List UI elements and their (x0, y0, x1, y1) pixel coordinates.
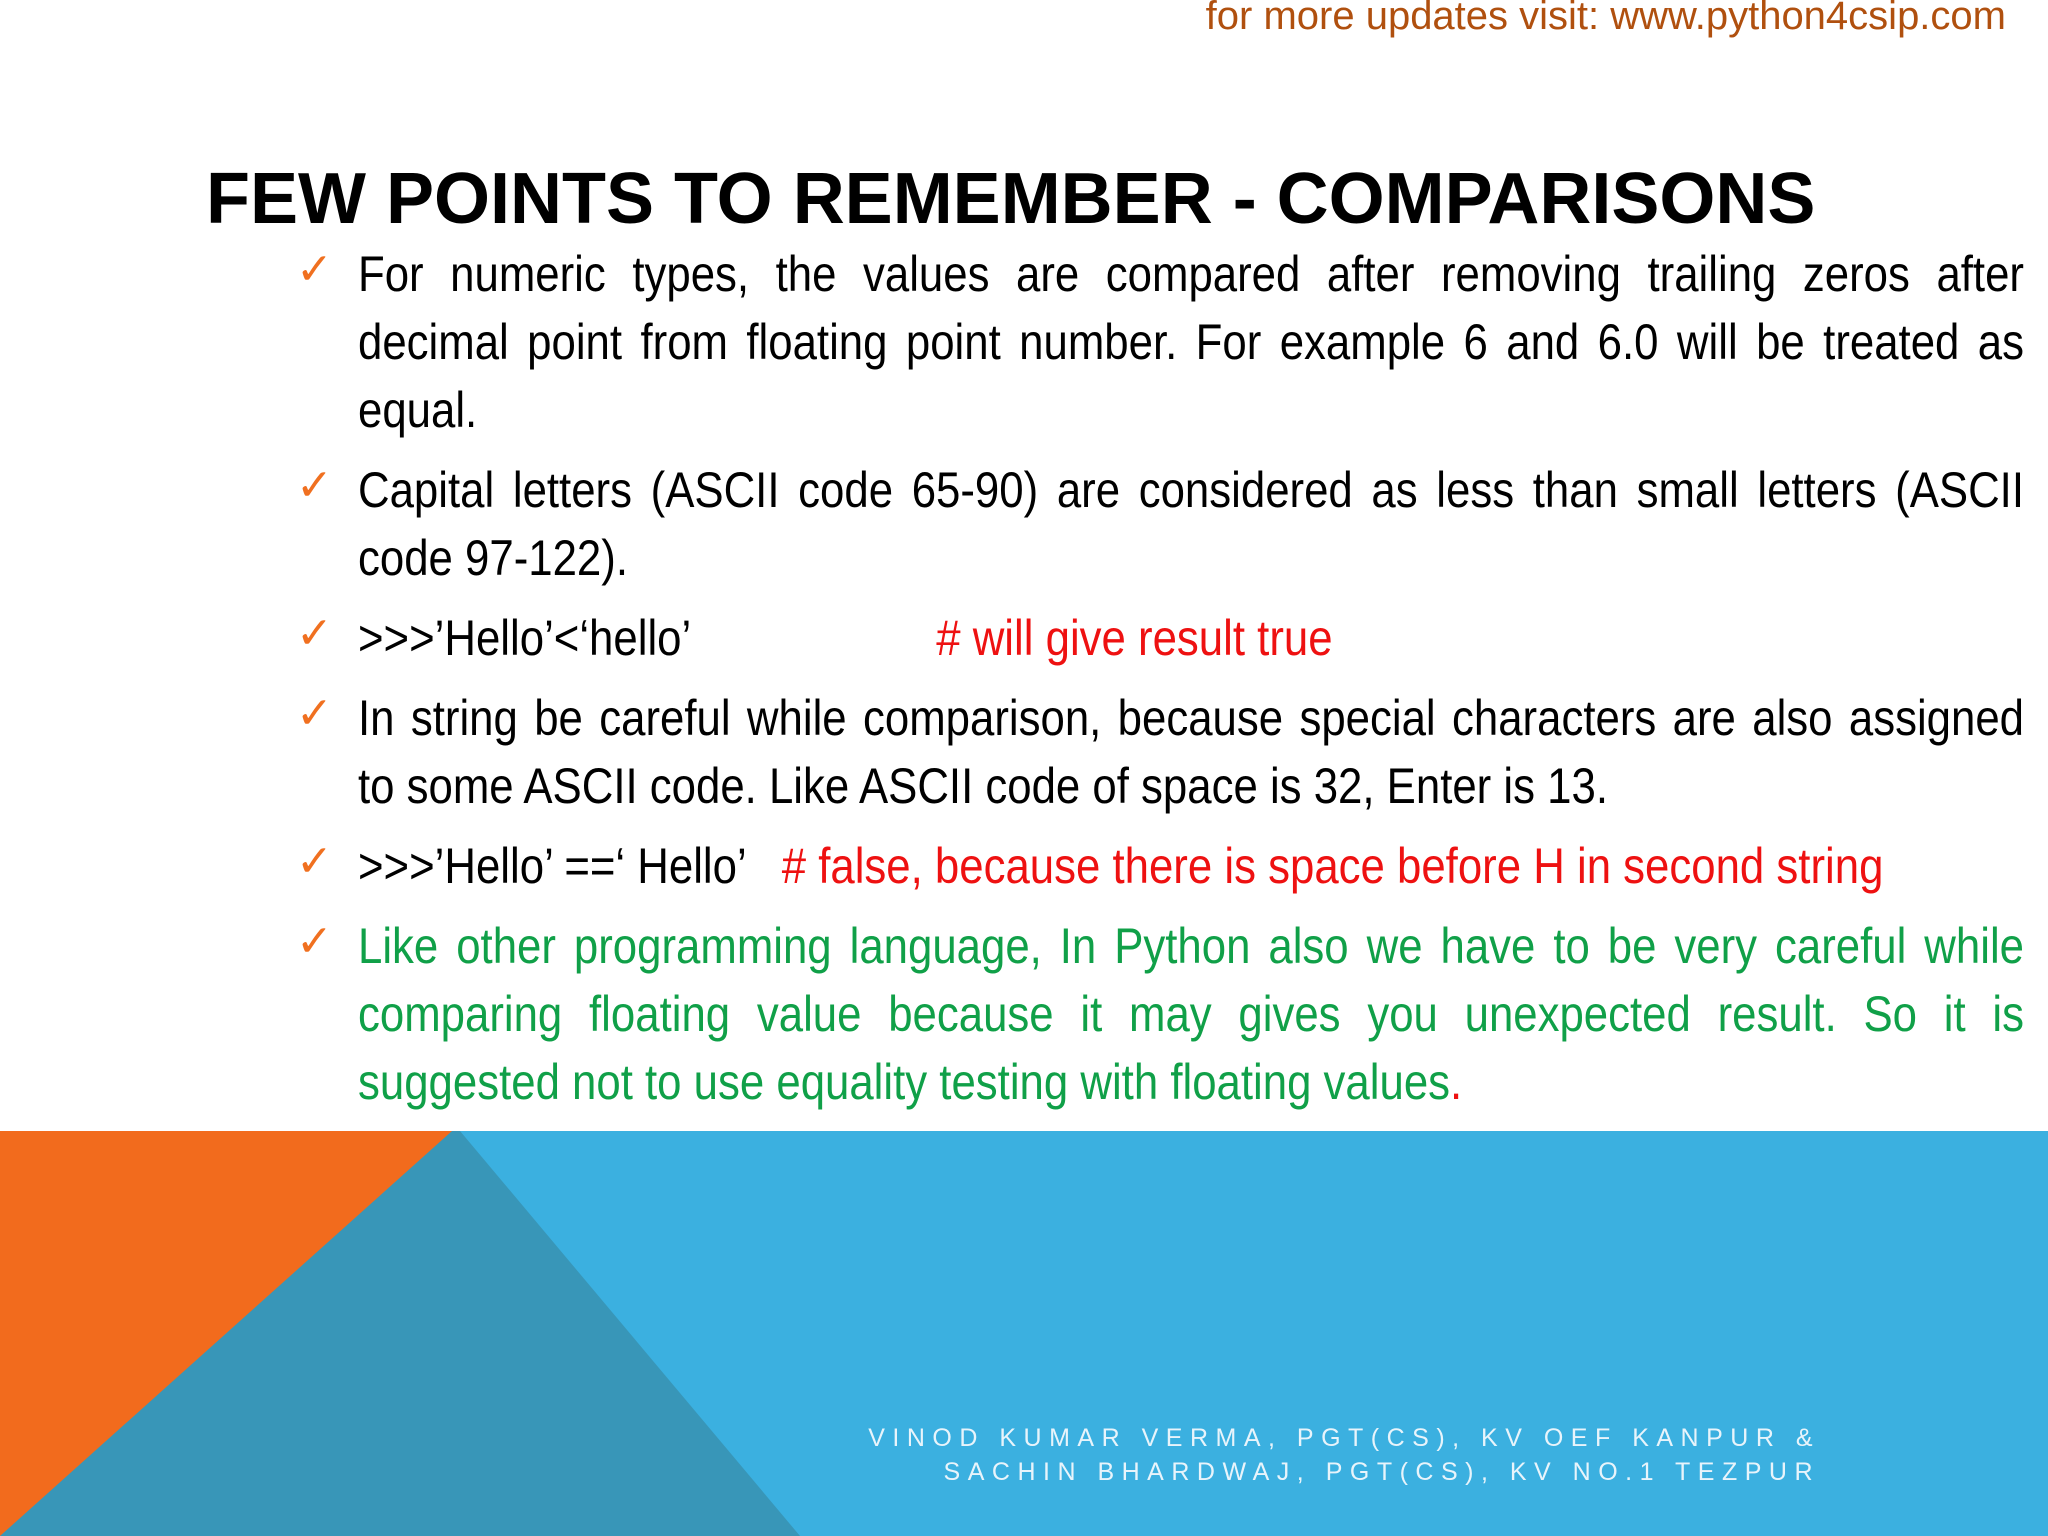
check-mark-icon: ✓ (296, 461, 333, 510)
check-mark-icon: ✓ (296, 837, 333, 886)
bullet-code-example-1 (296, 604, 1996, 672)
website-link[interactable]: for more updates visit: www.python4csip.com (1205, 0, 2006, 38)
bullet-special-characters (296, 684, 2024, 820)
credit-line-2: SACHIN BHARDWAJ, PGT(CS), KV NO.1 TEZPUR (943, 1458, 1820, 1486)
check-mark-icon: ✓ (296, 245, 333, 294)
credit-line-1: VINOD KUMAR VERMA, PGT(CS), KV OEF KANPUR & (868, 1424, 1820, 1452)
bullet-capital-letters (296, 456, 2024, 592)
trailing-period: . (1450, 1054, 1463, 1110)
bullet-text-green: Like other programming language, In Python also we have to be very careful while comparing floating value because it may gives you unexpected result. So it is suggested not to use equality testing with floating values. (358, 918, 2024, 1110)
slide-title: FEW POINTS TO REMEMBER - COMPARISONS (206, 159, 1816, 239)
bullet-text: Capital letters (ASCII code 65-90) are considered as less than small letters (ASCII code 97-122). (358, 462, 2024, 586)
check-mark-icon: ✓ (296, 609, 333, 658)
bullet-code-line (358, 832, 2024, 900)
bullet-code-example-2 (296, 832, 1996, 900)
bullet-text: For numeric types, the values are compared after removing trailing zeros after decimal point from floating point number. For example 6 and 6.0 will be treated as equal. (358, 246, 2024, 438)
check-mark-icon: ✓ (296, 917, 333, 966)
code-snippet: >>>’Hello’<‘hello’ (358, 610, 692, 666)
bullet-numeric-types (296, 240, 2024, 444)
author-credits (868, 1421, 1820, 1489)
bullet-list (296, 240, 2024, 1128)
code-snippet: >>>’Hello’ ==‘ Hello’ (358, 838, 747, 894)
bullet-floating-values (296, 912, 2024, 1116)
bullet-text: In string be careful while comparison, because special characters are also assigned to some ASCII code. Like ASCII code of space is 32, Enter is 13. (358, 690, 2024, 814)
code-comment: # false, because there is space before H in second string (781, 838, 1884, 894)
bullet-code-line (358, 604, 2024, 672)
check-mark-icon: ✓ (296, 689, 333, 738)
code-comment: # will give result true (936, 610, 1333, 666)
